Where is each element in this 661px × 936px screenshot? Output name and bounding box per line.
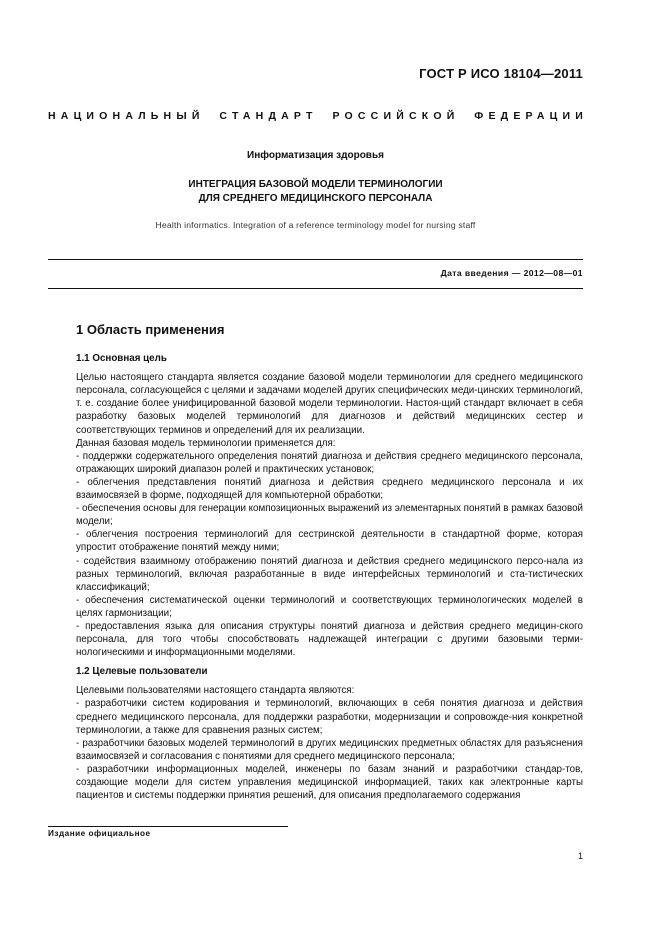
list-item: - разработчики информационных моделей, инженеры по базам знаний и разработчики стандар-тов, создающие модели для систем управления медицинской информацией, таких как электронные карты пациентов и системы поддержки принятия решений, для описания предполагаемого содержания	[76, 763, 583, 802]
main-title-line2: ДЛЯ СРЕДНЕГО МЕДИЦИНСКОГО ПЕРСОНАЛА	[198, 193, 433, 204]
list-item: - содействия взаимному отображению понятий диагноза и действия среднего медицинского персо-нала из разных терминологий, включая разработанные в виде интерфейсных терминологий и ста-тистических классификаций;	[76, 555, 583, 593]
list-item: - разработчики базовых моделей терминологий в других медицинских предметных областях для разъяснения взаимосвязей и согласования с понятиями для среднего медицинского персонала;	[76, 737, 583, 762]
paragraph: Целью настоящего стандарта является создание базовой модели терминологии для среднего медицинского персонала, согласующейся с целями и задачами моделей других специфических меди-цинских терминологий, т. е. создание более унифицированной базовой модели терминологии. Настоя-щий стандарт включает в себя разработку базовых моделей терминологий для диагнозов и действий медицинских сестер и соответствующих терминов и определений для их реализации.	[76, 372, 583, 436]
list-item: - разработчики систем кодирования и терминологий, включающих в себя понятия диагноза и действия среднего медицинского персонала, для поддержки разработки, модернизации и сопровожде-ния конкретной терминологии, а также для сравнения разных систем;	[76, 698, 583, 736]
footer-divider	[48, 826, 288, 827]
banner-word: НАЦИОНАЛЬНЫЙ	[48, 110, 205, 122]
banner-word: СТАНДАРТ	[219, 110, 318, 122]
list-item: - предоставления языка для описания структуры понятий диагноза и действия среднего медицин-ского персонала, для того чтобы способствовать надлежащей интеграции с другими базовыми терми-нологическими и информационными моделями.	[76, 620, 583, 659]
edition-note: Издание официальное	[48, 829, 151, 838]
list-item: - обеспечения основы для генерации композиционных выражений из элементарных понятий в рамках базовой модели;	[76, 503, 583, 528]
list-item: - обеспечения систематической оценки терминологий и соответствующих терминологических моделей в целях гармонизации;	[76, 594, 583, 619]
list-item: - облегчения построения терминологий для сестринской деятельности в стандартной форме, которая упростит отображение понятий между ними;	[76, 529, 583, 554]
english-title: Health informatics. Integration of a reference terminology model for nursing staff	[155, 220, 476, 230]
banner-word: ФЕДЕРАЦИИ	[474, 110, 588, 122]
banner-word: РОССИЙСКОЙ	[332, 110, 460, 122]
subsection-heading: 1.2 Целевые пользователи	[76, 666, 208, 678]
standard-code: ГОСТ Р ИСО 18104—2011	[419, 66, 583, 81]
page-number: 1	[577, 851, 583, 861]
national-standard-banner	[48, 110, 588, 122]
list-item: - поддержки содержательного определения понятий диагноза и действия среднего медицинского персонала, отражающих широкий диапазон ролей и практических установок;	[76, 450, 583, 475]
subject-title: Информатизация здоровья	[247, 150, 384, 161]
divider-top	[48, 259, 583, 260]
effective-date: Дата введения — 2012—08—01	[440, 268, 583, 278]
subsection-heading: 1.1 Основная цель	[76, 353, 167, 365]
paragraph: Данная базовая модель терминологии применяется для:	[76, 437, 336, 449]
main-title	[48, 178, 583, 206]
section-heading: 1 Область применения	[76, 322, 225, 337]
divider-bottom	[48, 288, 583, 289]
list-item: - облегчения представления понятий диагноза и действия среднего медицинского персонала и их взаимосвязей в форме, подходящей для компьютерной обработки;	[76, 476, 583, 502]
main-title-line1: ИНТЕГРАЦИЯ БАЗОВОЙ МОДЕЛИ ТЕРМИНОЛОГИИ	[188, 179, 443, 190]
paragraph: Целевыми пользователями настоящего стандарта являются:	[76, 685, 355, 697]
main-content	[76, 323, 583, 802]
